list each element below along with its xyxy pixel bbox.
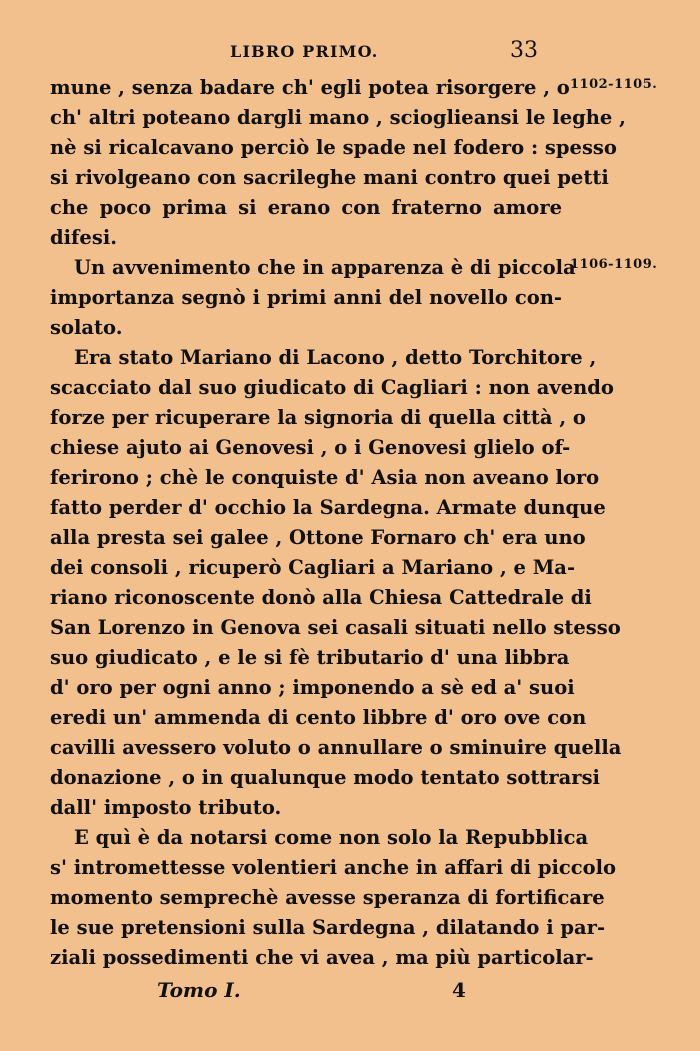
- text-line: importanza segnò i primi anni del novello con-: [50, 286, 562, 309]
- running-head: LIBRO PRIMO.: [230, 42, 379, 61]
- text-line: ziali possedimenti che vi avea , ma più particolar-: [50, 946, 594, 969]
- volume-label: Tomo I.: [157, 978, 241, 1002]
- text-line: dei consoli , ricuperò Cagliari a Mariano , e Ma-: [50, 556, 576, 579]
- text-line: alla presta sei galee , Ottone Fornaro ch' era uno: [50, 526, 586, 549]
- text-line: scacciato dal suo giudicato di Cagliari : non avendo: [50, 376, 614, 399]
- text-line: San Lorenzo in Genova sei casali situati nello stesso: [50, 616, 621, 639]
- text-line: suo giudicato , e le si fè tributario d' una libbra: [50, 646, 570, 669]
- signature-mark: 4: [452, 978, 466, 1002]
- text-line: mune , senza badare ch' egli potea risorgere , o: [50, 76, 570, 99]
- text-line: E quì è da notarsi come non solo la Repubblica: [74, 826, 589, 849]
- text-line: Era stato Mariano di Lacono , detto Torchitore ,: [74, 346, 597, 369]
- text-line: che poco prima si erano con fraterno amore: [50, 196, 562, 219]
- text-line: d' oro per ogni anno ; imponendo a sè ed a' suoi: [50, 676, 575, 699]
- text-line: ch' altri poteano dargli mano , scioglieansi le leghe ,: [50, 106, 626, 129]
- text-line: fatto perder d' occhio la Sardegna. Armate dunque: [50, 496, 606, 519]
- text-line: difesi.: [50, 226, 118, 249]
- text-line: cavilli avessero voluto o annullare o sminuire quella: [50, 736, 622, 759]
- text-line: Un avvenimento che in apparenza è di piccola: [74, 256, 576, 279]
- margin-note-dates-2: 1106-1109.: [570, 257, 658, 272]
- text-line: solato.: [50, 316, 123, 339]
- text-line: s' intromettesse volentieri anche in affari di piccolo: [50, 856, 617, 879]
- text-line: donazione , o in qualunque modo tentato sottrarsi: [50, 766, 600, 789]
- text-line: si rivolgeano con sacrileghe mani contro quei petti: [50, 166, 609, 189]
- text-line: eredi un' ammenda di cento libbre d' oro ove con: [50, 706, 587, 729]
- page-footer: [0, 978, 700, 1008]
- text-line: ferirono ; chè le conquiste d' Asia non aveano loro: [50, 466, 600, 489]
- text-line: forze per ricuperare la signoria di quella città , o: [50, 406, 586, 429]
- text-line: nè si ricalcavano perciò le spade nel fodero : spesso: [50, 136, 617, 159]
- text-line: le sue pretensioni sulla Sardegna , dilatando i par-: [50, 916, 606, 939]
- text-line: chiese ajuto ai Genovesi , o i Genovesi glielo of-: [50, 436, 571, 459]
- margin-note-dates-1: 1102-1105.: [570, 77, 658, 92]
- page-number: 33: [510, 38, 538, 63]
- text-line: momento semprechè avesse speranza di fortificare: [50, 886, 605, 909]
- page-header: [0, 38, 700, 72]
- text-line: riano riconoscente donò alla Chiesa Cattedrale di: [50, 586, 592, 609]
- text-line: dall' imposto tributo.: [50, 796, 282, 819]
